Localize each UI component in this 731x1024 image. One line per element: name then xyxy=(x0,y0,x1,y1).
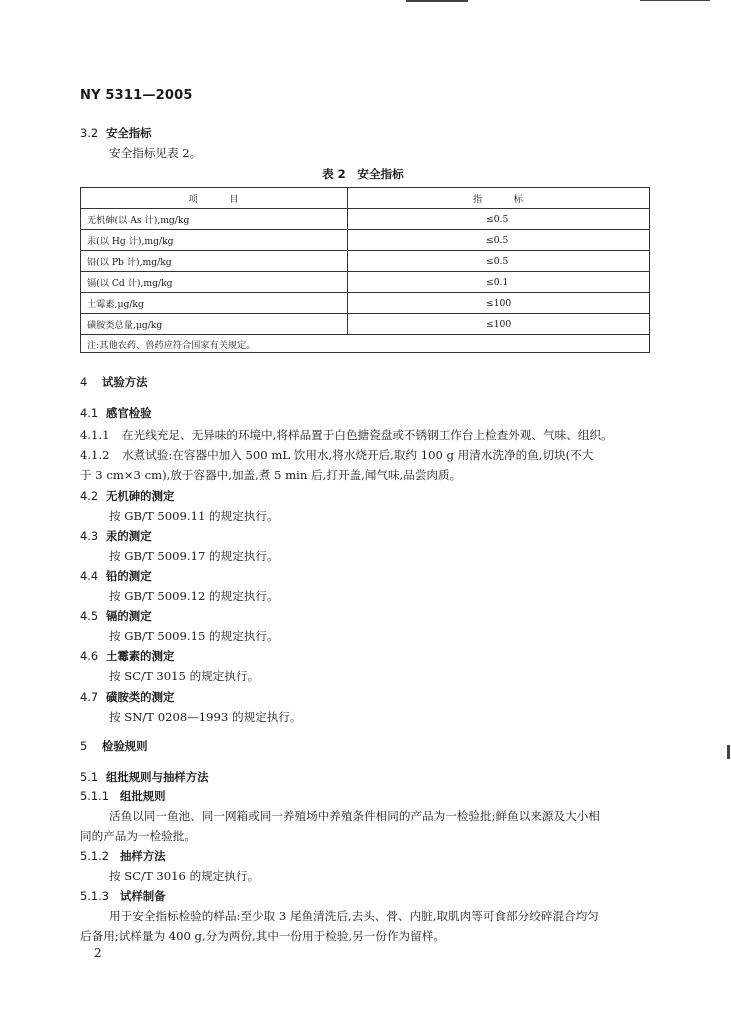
para-4-1-2-line1 xyxy=(80,447,593,463)
heading-4-2 xyxy=(80,488,174,504)
scan-mark-right xyxy=(727,745,730,759)
para-number: 4.1.1 xyxy=(80,428,110,442)
heading-title: 感官检验 xyxy=(106,406,152,420)
scan-mark-top-1 xyxy=(406,0,468,2)
heading-5-1-1 xyxy=(80,788,166,804)
safety-index-table xyxy=(80,187,650,353)
heading-4-6 xyxy=(80,648,174,664)
row-item: 镉(以 Cd 计),mg/kg xyxy=(81,272,348,293)
para-text: 水煮试验:在容器中加入 500 mL 饮用水,将水烧开后,取约 100 g 用清水洗净的鱼,切块(不大 xyxy=(122,448,594,462)
heading-title: 汞的测定 xyxy=(106,529,152,543)
table-row xyxy=(81,272,650,293)
heading-title: 无机砷的测定 xyxy=(106,489,175,503)
table-row xyxy=(81,209,650,230)
heading-title: 组批规则与抽样方法 xyxy=(106,770,209,784)
heading-number: 4.5 xyxy=(80,609,99,623)
heading-4 xyxy=(80,374,148,390)
col-index-header: 指 标 xyxy=(348,188,650,209)
heading-5-1 xyxy=(80,769,209,785)
heading-title: 抽样方法 xyxy=(120,849,166,863)
heading-number: 4.3 xyxy=(80,529,99,543)
heading-5 xyxy=(80,738,148,754)
table-note: 注:其他农药、兽药应符合国家有关规定。 xyxy=(81,335,650,353)
heading-title: 镉的测定 xyxy=(106,609,152,623)
row-value: ≤0.1 xyxy=(348,272,650,293)
heading-number: 5.1 xyxy=(80,770,99,784)
para-4-1-1 xyxy=(80,427,613,443)
heading-number: 4 xyxy=(80,375,88,389)
table-header-row xyxy=(81,188,650,209)
para-4-1-2-line2: 于 3 cm×3 cm),放于容器中,加盖,煮 5 min 后,打开盖,闻气味,品尝肉质。 xyxy=(80,468,462,482)
table-caption: 表 2 安全指标 xyxy=(322,167,404,181)
row-value: ≤0.5 xyxy=(348,230,650,251)
heading-title: 磺胺类的测定 xyxy=(106,690,175,704)
para-4-5: 按 GB/T 5009.15 的规定执行。 xyxy=(109,629,279,643)
row-item: 磺胺类总量,μg/kg xyxy=(81,314,348,335)
heading-number: 3.2 xyxy=(80,126,99,140)
heading-title: 铅的测定 xyxy=(106,569,152,583)
row-item: 汞(以 Hg 计),mg/kg xyxy=(81,230,348,251)
para-5-1-2: 按 SC/T 3016 的规定执行。 xyxy=(109,869,260,883)
page-number: 2 xyxy=(94,946,102,960)
heading-number: 4.4 xyxy=(80,569,99,583)
heading-title: 安全指标 xyxy=(106,126,152,140)
row-item: 铅(以 Pb 计),mg/kg xyxy=(81,251,348,272)
para-5-1-1-line1: 活鱼以同一鱼池、同一网箱或同一养殖场中养殖条件相同的产品为一检验批;鲜鱼以来源及大小相 xyxy=(109,809,600,823)
heading-title: 试样制备 xyxy=(120,889,166,903)
table-row xyxy=(81,230,650,251)
para-4-4: 按 GB/T 5009.12 的规定执行。 xyxy=(109,589,279,603)
row-value: ≤100 xyxy=(348,314,650,335)
para-4-3: 按 GB/T 5009.17 的规定执行。 xyxy=(109,549,279,563)
heading-4-4 xyxy=(80,568,152,584)
para-4-6: 按 SC/T 3015 的规定执行。 xyxy=(109,669,260,683)
col-item-header: 项 目 xyxy=(81,188,348,209)
heading-number: 4.6 xyxy=(80,649,99,663)
para-5-1-1-line2: 同的产品为一检验批。 xyxy=(80,829,196,843)
heading-4-7 xyxy=(80,689,174,705)
row-item: 无机砷(以 As 计),mg/kg xyxy=(81,209,348,230)
para-5-1-3-line1: 用于安全指标检验的样品:至少取 3 尾鱼清洗后,去头、骨、内脏,取肌肉等可食部分绞碎混合均匀 xyxy=(109,909,599,923)
heading-title: 检验规则 xyxy=(102,739,148,753)
heading-3-2 xyxy=(80,125,152,141)
heading-number: 5.1.1 xyxy=(80,789,109,803)
para-5-1-3-line2: 后备用;试样量为 400 g,分为两份,其中一份用于检验,另一份作为留样。 xyxy=(80,929,445,943)
heading-number: 5.1.2 xyxy=(80,849,109,863)
heading-title: 土霉素的测定 xyxy=(106,649,175,663)
document-code: NY 5311—2005 xyxy=(80,88,193,103)
para-3-2: 安全指标见表 2。 xyxy=(109,146,202,160)
table-row xyxy=(81,314,650,335)
row-item: 土霉素,μg/kg xyxy=(81,293,348,314)
row-value: ≤0.5 xyxy=(348,209,650,230)
para-number: 4.1.2 xyxy=(80,448,110,462)
heading-number: 4.1 xyxy=(80,406,99,420)
heading-5-1-3 xyxy=(80,888,166,904)
table-row xyxy=(81,293,650,314)
heading-number: 4.2 xyxy=(80,489,99,503)
heading-title: 试验方法 xyxy=(102,375,148,389)
scan-mark-top-2 xyxy=(640,0,710,1)
heading-4-3 xyxy=(80,528,152,544)
heading-5-1-2 xyxy=(80,848,166,864)
heading-4-1 xyxy=(80,405,152,421)
heading-number: 5.1.3 xyxy=(80,889,109,903)
heading-4-5 xyxy=(80,608,152,624)
row-value: ≤0.5 xyxy=(348,251,650,272)
row-value: ≤100 xyxy=(348,293,650,314)
para-4-2: 按 GB/T 5009.11 的规定执行。 xyxy=(109,509,279,523)
heading-number: 5 xyxy=(80,739,88,753)
para-4-7: 按 SN/T 0208—1993 的规定执行。 xyxy=(109,710,302,724)
heading-number: 4.7 xyxy=(80,690,99,704)
heading-title: 组批规则 xyxy=(120,789,166,803)
para-text: 在光线充足、无异味的环境中,将样品置于白色搪瓷盘或不锈钢工作台上检查外观、气味、组织。 xyxy=(122,428,613,442)
table-note-row xyxy=(81,335,650,353)
table-row xyxy=(81,251,650,272)
